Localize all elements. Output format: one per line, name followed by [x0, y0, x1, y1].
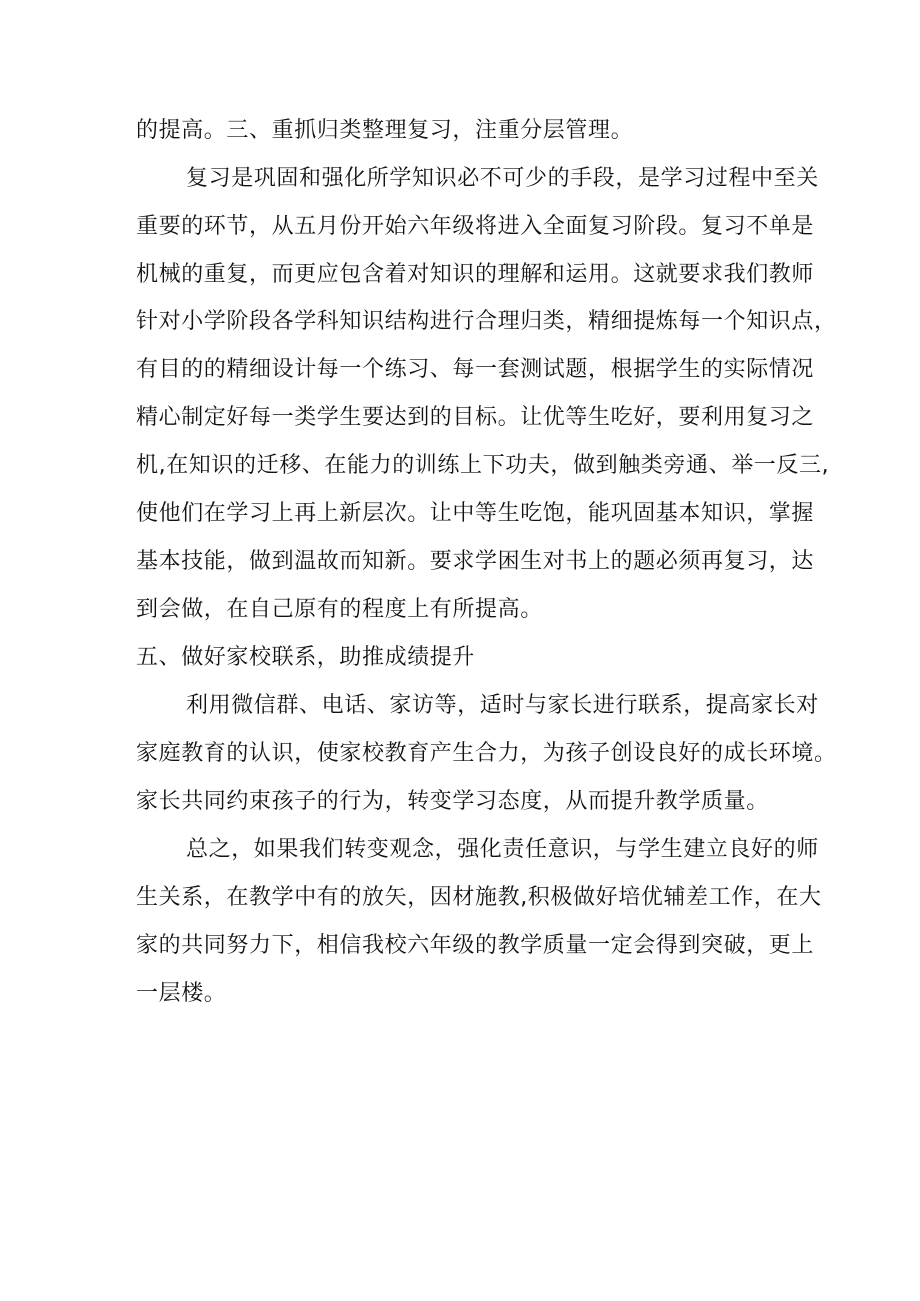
text-line: 家的共同努力下，相信我校六年级的教学质量一定会得到突破，更上: [136, 933, 815, 958]
text-line: 有目的的精细设计每一个练习、每一套测试题，根据学生的实际情况: [136, 357, 815, 382]
text-line: 的提高。三、重抓归类整理复习，注重分层管理。: [136, 118, 634, 143]
text-line: 针对小学阶段各学科知识结构进行合理归类，精细提炼每一个知识点，: [136, 309, 837, 334]
text-line: 基本技能，做到温故而知新。要求学困生对书上的题必须再复习，达: [136, 549, 815, 574]
text-line: 家长共同约束孩子的行为，转变学习态度，从而提升教学质量。: [136, 789, 769, 814]
text-line: 使他们在学习上再上新层次。让中等生吃饱，能巩固基本知识，掌握: [136, 501, 815, 526]
text-line: 重要的环节，从五月份开始六年级将进入全面复习阶段。复习不单是: [136, 214, 815, 239]
text-line: 机械的重复，而更应包含着对知识的理解和运用。这就要求我们教师: [136, 262, 815, 287]
text-line: 到会做，在自己原有的程度上有所提高。: [136, 597, 543, 622]
text-line: 一层楼。: [136, 981, 227, 1006]
text-line: 精心制定好每一类学生要达到的目标。让优等生吃好，要利用复习之: [136, 405, 815, 430]
paragraph-start-line: 复习是巩固和强化所学知识必不可少的手段，是学习过程中至关: [186, 166, 819, 191]
text-line: 家庭教育的认识，使家校教育产生合力，为孩子创设良好的成长环境。: [136, 741, 837, 766]
paragraph-start-line: 总之，如果我们转变观念，强化责任意识，与学生建立良好的师: [186, 837, 819, 862]
text-line: 机,在知识的迁移、在能力的训练上下功夫，做到触类旁通、举一反三,: [136, 453, 830, 478]
text-line: 生关系，在教学中有的放矢，因材施教,积极做好培优辅差工作，在大: [136, 885, 822, 910]
paragraph-start-line: 利用微信群、电话、家访等，适时与家长进行联系，提高家长对: [186, 693, 819, 718]
section-heading: 五、做好家校联系，助推成绩提升: [136, 645, 476, 670]
